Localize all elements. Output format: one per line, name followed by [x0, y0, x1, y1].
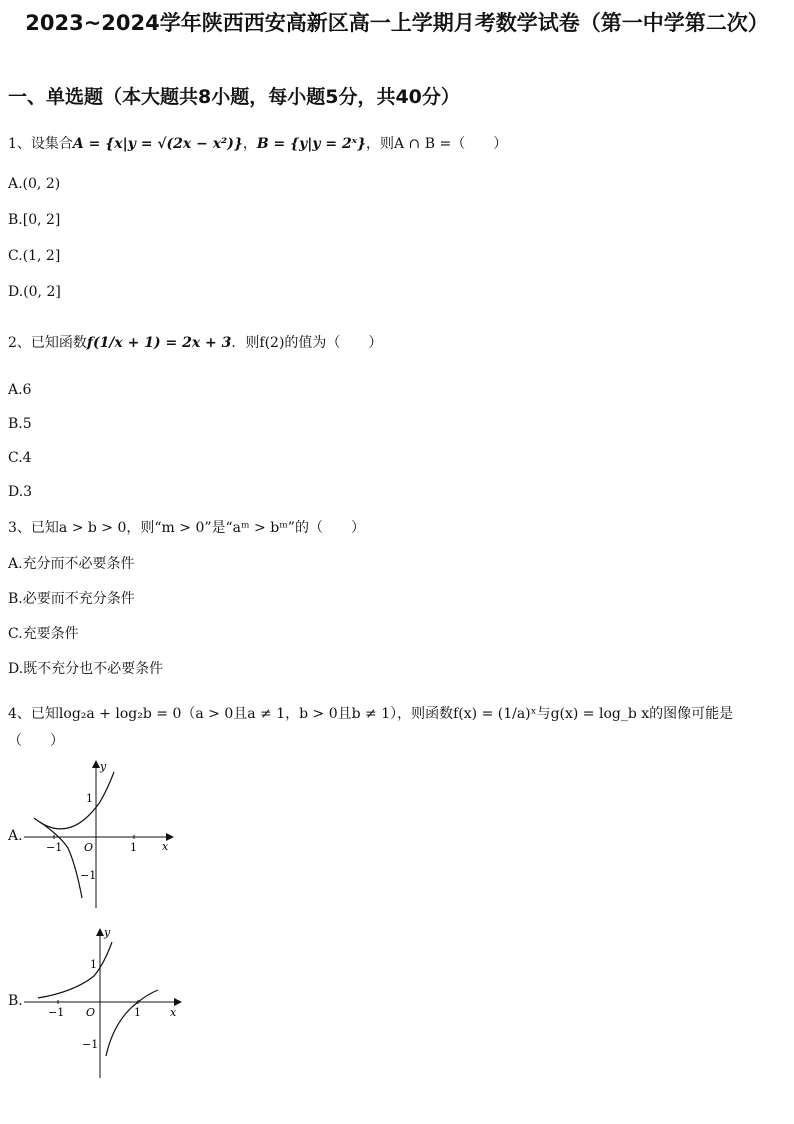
- question-3: 3、已知a > b > 0，则“m > 0”是“aᵐ > bᵐ”的（ ）: [8, 520, 365, 536]
- q2-option-b: B.5: [8, 416, 32, 432]
- question-2: [8, 332, 382, 352]
- graph-b-curve-exp: [38, 942, 112, 998]
- q1-option-a: A.(0, 2): [8, 176, 61, 192]
- graph-a-tick-neg1-y: −1: [80, 869, 97, 882]
- exam-title: 2023~2024学年陕西西安高新区高一上学期月考数学试卷（第一中学第二次）: [25, 11, 769, 35]
- question-1: [8, 133, 507, 153]
- graph-b: [24, 924, 184, 1080]
- q1-option-c: C.(1, 2]: [8, 248, 61, 264]
- graph-a-curve-exp: [34, 772, 114, 829]
- graph-b-tick-1-y: 1: [90, 958, 97, 971]
- graph-b-y-label: y: [104, 926, 111, 939]
- section-heading: 一、单选题（本大题共8小题，每小题5分，共40分）: [8, 86, 460, 108]
- q1-option-d: D.(0, 2]: [8, 284, 61, 300]
- graph-a-y-label: y: [100, 760, 107, 773]
- graph-a-tick-neg1-x: −1: [46, 841, 63, 854]
- graph-a-tick-1-x: 1: [130, 841, 137, 854]
- q1-suffix: ，则A ∩ B =（ ）: [365, 136, 508, 152]
- graph-b-x-arrow: [174, 998, 182, 1006]
- question-4-line-2: （ ）: [8, 733, 64, 749]
- graph-b-tick-neg1-y: −1: [82, 1038, 99, 1051]
- graph-a-label: A.: [8, 828, 23, 844]
- q1-set-a: A = {x|y = √(2x − x²)}: [72, 136, 243, 152]
- graph-a-y-arrow: [92, 760, 100, 768]
- graph-b-label: B.: [8, 993, 23, 1009]
- q3-option-c: C.充要条件: [8, 626, 79, 642]
- graph-b-origin: O: [86, 1006, 96, 1019]
- graph-b-tick-1-x: 1: [134, 1006, 141, 1019]
- graph-a-tick-1-y: 1: [86, 792, 93, 805]
- q1-set-b: B = {y|y = 2ˣ}: [256, 136, 366, 152]
- graph-b-tick-neg1-x: −1: [48, 1006, 65, 1019]
- q1-option-b: B.[0, 2]: [8, 212, 61, 228]
- graph-a-origin: O: [84, 841, 94, 854]
- q2-prefix: 2、已知函数: [8, 335, 87, 351]
- question-4-line-1: 4、已知log₂a + log₂b = 0（a > 0且a ≠ 1，b > 0且b ≠ 1），则函数f(x) = (1/a)ˣ与g(x) = log_b x的图像可能是: [8, 706, 734, 722]
- graph-a-curve-log: [40, 822, 82, 898]
- q2-suffix: ．则f(2)的值为（ ）: [231, 335, 383, 351]
- q2-option-d: D.3: [8, 484, 33, 500]
- q1-prefix: 1、设集合: [8, 136, 73, 152]
- q2-expr: f(1/x + 1) = 2x + 3: [86, 335, 232, 351]
- graph-b-curve-log: [106, 990, 158, 1056]
- q1-sep: ，: [242, 136, 257, 152]
- graph-b-x-label: x: [170, 1006, 177, 1019]
- graph-b-y-arrow: [96, 928, 104, 936]
- q2-option-a: A.6: [8, 382, 32, 398]
- q3-option-b: B.必要而不充分条件: [8, 591, 135, 607]
- graph-a-x-label: x: [162, 840, 169, 853]
- graph-a: [24, 758, 174, 910]
- q3-option-a: A.充分而不必要条件: [8, 556, 135, 572]
- q3-option-d: D.既不充分也不必要条件: [8, 661, 164, 677]
- q2-option-c: C.4: [8, 450, 32, 466]
